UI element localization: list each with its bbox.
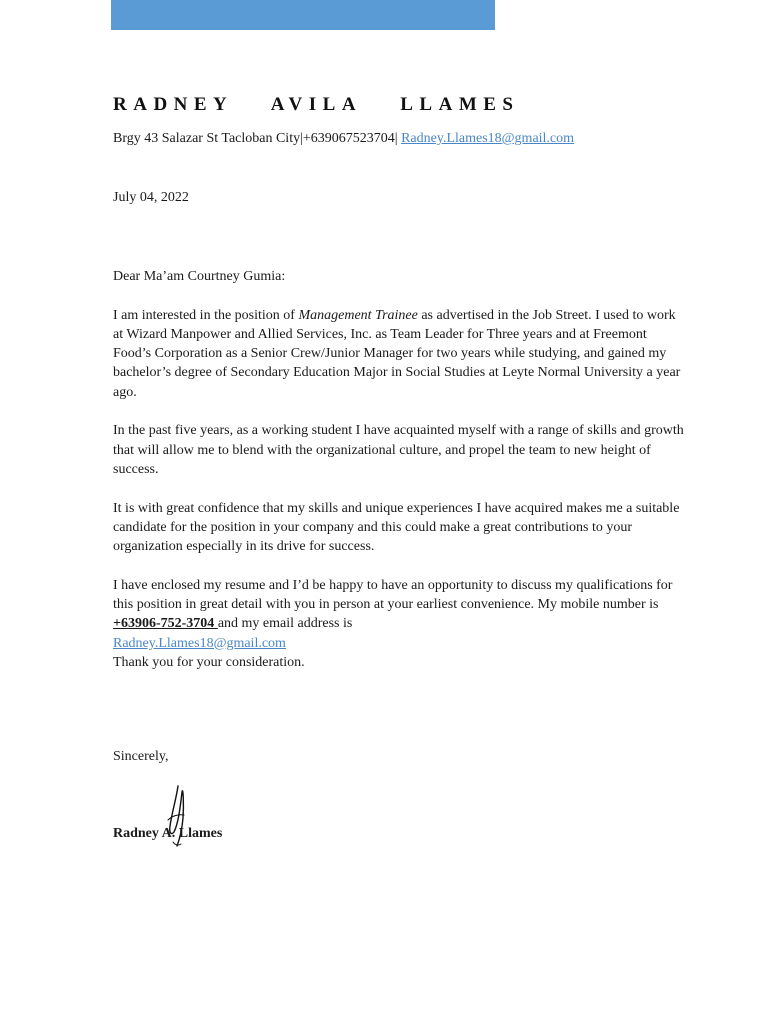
paragraph-4-mid: and my email address is xyxy=(217,616,353,632)
paragraph-1-intro: I am interested in the position of xyxy=(113,307,299,323)
applicant-name-heading: RADNEY AVILA LLAMES xyxy=(113,94,520,115)
letter-body xyxy=(113,267,685,672)
header-accent-bar xyxy=(111,0,495,30)
body-email-link[interactable]: Radney.Llames18@gmail.com xyxy=(113,635,286,651)
paragraph-3: It is with great confidence that my skills and unique experiences I have acquired makes me a suitable candidate for the position in your company and this could make a great contributions to your organization especially in its drive for success. xyxy=(113,500,680,555)
paragraph-1-rest: as advertised in the Job Street. I used to work at Wizard Manpower and Allied Services, Inc. as Team Leader for Three years and at Freemont Food’s Corporation as a Senior Crew/Junior Manager for two years while studying, and gained my bachelor’s degree of Secondary Education Major in Social Studies at Leyte Normal University a year ago. xyxy=(113,307,681,400)
closing: Sincerely, xyxy=(113,749,169,764)
position-title: Management Trainee xyxy=(298,307,418,323)
letter-date: July 04, 2022 xyxy=(113,190,189,205)
mobile-number[interactable]: +63906-752-3704 xyxy=(113,616,218,632)
paragraph-4-intro: I have enclosed my resume and I’d be happy to have an opportunity to discuss my qualifications for this position in great detail with you in person at your earliest convenience. My mobile number is xyxy=(113,577,673,613)
contact-line xyxy=(113,131,574,147)
salutation: Dear Ma’am Courtney Gumia: xyxy=(113,269,286,284)
paragraph-2: In the past five years, as a working student I have acquainted myself with a range of skills and growth that will allow me to blend with the organizational culture, and propel the team to new height of success. xyxy=(113,423,684,477)
paragraph-4 xyxy=(113,576,685,672)
address-phone-text: Brgy 43 Salazar St Tacloban City|+639067523704| xyxy=(113,131,402,146)
header-email-link[interactable]: Radney.Llames18@gmail.com xyxy=(401,131,575,146)
thanks-line: Thank you for your consideration. xyxy=(113,654,305,670)
handwritten-signature-icon xyxy=(158,782,192,854)
paragraph-1 xyxy=(113,306,685,402)
signatory-name: Radney A. Llames xyxy=(113,826,223,841)
